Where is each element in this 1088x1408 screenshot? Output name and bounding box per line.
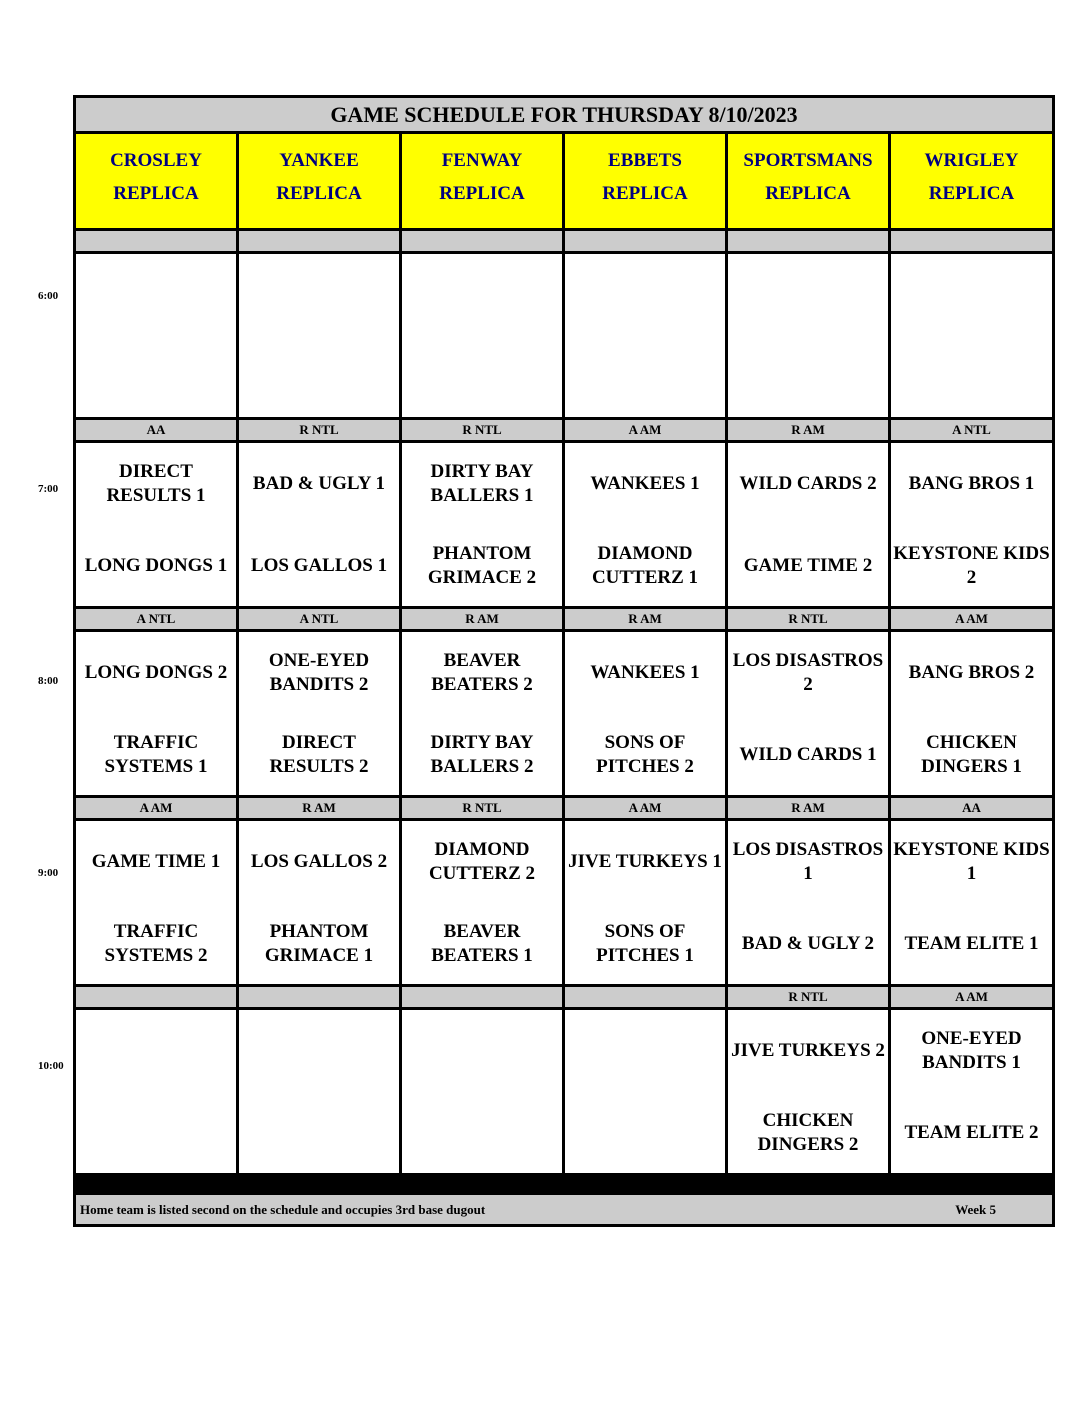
game-cell bbox=[891, 821, 1052, 984]
field-header-row bbox=[76, 134, 1052, 228]
field-header bbox=[565, 134, 728, 228]
game-cell bbox=[728, 443, 891, 606]
division-label: R AM bbox=[402, 609, 565, 629]
away-team: BEAVER BEATERS 2 bbox=[431, 650, 533, 695]
division-label bbox=[76, 987, 239, 1007]
game-cell bbox=[565, 632, 728, 795]
away-team: LOS DISASTROS 1 bbox=[732, 839, 884, 884]
game-cell bbox=[402, 821, 565, 984]
field-name: FENWAY bbox=[441, 149, 523, 171]
game-cell bbox=[891, 254, 1052, 417]
division-label: AA bbox=[891, 798, 1052, 818]
game-cell bbox=[76, 821, 239, 984]
game-cell bbox=[891, 443, 1052, 606]
game-cell bbox=[402, 632, 565, 795]
field-header bbox=[402, 134, 565, 228]
division-label bbox=[565, 987, 728, 1007]
field-name: EBBETS bbox=[608, 149, 682, 171]
home-team: SONS OF PITCHES 2 bbox=[596, 732, 694, 777]
home-team: DIAMOND CUTTERZ 1 bbox=[591, 543, 699, 588]
home-team: TEAM ELITE 2 bbox=[904, 1122, 1039, 1143]
week-label: Week 5 bbox=[955, 1201, 996, 1217]
home-team: TRAFFIC SYSTEMS 1 bbox=[104, 732, 208, 777]
away-team: BANG BROS 1 bbox=[908, 473, 1035, 494]
home-team: BEAVER BEATERS 1 bbox=[431, 921, 533, 966]
game-cell bbox=[76, 254, 239, 417]
field-sub: REPLICA bbox=[276, 182, 362, 204]
division-label bbox=[239, 987, 402, 1007]
away-team: KEYSTONE KIDS 1 bbox=[893, 839, 1050, 884]
division-label: A AM bbox=[565, 798, 728, 818]
division-label bbox=[728, 231, 891, 251]
game-cell bbox=[239, 821, 402, 984]
division-label: A NTL bbox=[239, 609, 402, 629]
away-team: LONG DONGS 2 bbox=[84, 662, 228, 683]
field-sub: REPLICA bbox=[928, 182, 1015, 204]
home-team: DIRECT RESULTS 2 bbox=[269, 732, 369, 777]
game-cell bbox=[728, 821, 891, 984]
schedule-footer bbox=[76, 1195, 1052, 1224]
home-team: DIRTY BAY BALLERS 2 bbox=[430, 732, 534, 777]
division-label: R AM bbox=[728, 420, 891, 440]
away-team: WILD CARDS 2 bbox=[739, 473, 877, 494]
division-label bbox=[565, 231, 728, 251]
home-team: PHANTOM GRIMACE 2 bbox=[427, 543, 537, 588]
home-team: LOS GALLOS 1 bbox=[250, 555, 388, 576]
time-label-6pm: 6:00 bbox=[38, 290, 59, 302]
field-name: WRIGLEY bbox=[924, 149, 1019, 171]
away-team: ONE-EYED BANDITS 1 bbox=[921, 1028, 1022, 1073]
game-slot-row bbox=[76, 821, 1052, 984]
field-sub: REPLICA bbox=[113, 182, 199, 204]
game-cell bbox=[728, 632, 891, 795]
division-label: R AM bbox=[565, 609, 728, 629]
game-cell bbox=[239, 254, 402, 417]
away-team: JIVE TURKEYS 1 bbox=[568, 851, 722, 872]
division-label: AA bbox=[76, 420, 239, 440]
field-header bbox=[239, 134, 402, 228]
division-label: A AM bbox=[565, 420, 728, 440]
home-team: LONG DONGS 1 bbox=[84, 555, 228, 576]
away-team: DIAMOND CUTTERZ 2 bbox=[428, 839, 536, 884]
field-name: SPORTSMANS bbox=[743, 149, 873, 171]
home-team: WILD CARDS 1 bbox=[739, 744, 877, 765]
field-name: CROSLEY bbox=[110, 149, 202, 171]
game-cell bbox=[402, 254, 565, 417]
game-cell bbox=[565, 254, 728, 417]
division-label: R NTL bbox=[239, 420, 402, 440]
away-team: BANG BROS 2 bbox=[908, 662, 1035, 683]
game-cell bbox=[76, 443, 239, 606]
away-team: LOS GALLOS 2 bbox=[250, 851, 388, 872]
game-cell bbox=[565, 1010, 728, 1173]
division-label: R NTL bbox=[402, 798, 565, 818]
division-label: A NTL bbox=[891, 420, 1052, 440]
division-row bbox=[76, 231, 1052, 251]
game-cell bbox=[891, 632, 1052, 795]
division-row bbox=[76, 609, 1052, 629]
division-label: R AM bbox=[728, 798, 891, 818]
game-cell bbox=[239, 632, 402, 795]
field-header bbox=[891, 134, 1052, 228]
schedule-table bbox=[73, 95, 1055, 1227]
game-cell bbox=[728, 1010, 891, 1173]
home-team: PHANTOM GRIMACE 1 bbox=[264, 921, 374, 966]
field-sub: REPLICA bbox=[439, 182, 525, 204]
field-header bbox=[728, 134, 891, 228]
game-cell bbox=[565, 443, 728, 606]
game-cell bbox=[239, 443, 402, 606]
away-team: ONE-EYED BANDITS 2 bbox=[268, 650, 370, 695]
division-label bbox=[76, 231, 239, 251]
home-team: TEAM ELITE 1 bbox=[904, 933, 1039, 954]
field-header bbox=[76, 134, 239, 228]
division-label: A AM bbox=[891, 609, 1052, 629]
away-team: WANKEES 1 bbox=[590, 473, 700, 494]
away-team: LOS DISASTROS 2 bbox=[732, 650, 884, 695]
game-cell bbox=[565, 821, 728, 984]
away-team: JIVE TURKEYS 2 bbox=[731, 1040, 885, 1061]
time-label-8pm: 8:00 bbox=[38, 675, 59, 687]
game-cell bbox=[239, 1010, 402, 1173]
game-slot-row bbox=[76, 254, 1052, 417]
schedule-title: GAME SCHEDULE FOR THURSDAY 8/10/2023 bbox=[76, 98, 1052, 131]
game-cell bbox=[76, 1010, 239, 1173]
home-team-note: Home team is listed second on the schedule and occupies 3rd base dugout bbox=[80, 1201, 486, 1217]
away-team: DIRECT RESULTS 1 bbox=[106, 461, 206, 506]
game-slot-row bbox=[76, 1010, 1052, 1173]
home-team: BAD & UGLY 2 bbox=[741, 933, 875, 954]
division-label: R NTL bbox=[728, 987, 891, 1007]
division-label: A AM bbox=[76, 798, 239, 818]
division-label: A NTL bbox=[76, 609, 239, 629]
game-cell bbox=[891, 1010, 1052, 1173]
game-cell bbox=[728, 254, 891, 417]
away-team: WANKEES 1 bbox=[590, 662, 700, 683]
field-sub: REPLICA bbox=[602, 182, 688, 204]
game-cell bbox=[402, 443, 565, 606]
division-label: R AM bbox=[239, 798, 402, 818]
division-label: R NTL bbox=[728, 609, 891, 629]
game-cell bbox=[402, 1010, 565, 1173]
game-cell bbox=[76, 632, 239, 795]
home-team: GAME TIME 2 bbox=[743, 555, 873, 576]
away-team: BAD & UGLY 1 bbox=[252, 473, 386, 494]
game-slot-row bbox=[76, 632, 1052, 795]
division-label bbox=[891, 231, 1052, 251]
away-team: GAME TIME 1 bbox=[91, 851, 221, 872]
time-label-10pm: 10:00 bbox=[38, 1060, 64, 1072]
home-team: SONS OF PITCHES 1 bbox=[596, 921, 694, 966]
division-row bbox=[76, 798, 1052, 818]
time-label-7pm: 7:00 bbox=[38, 483, 59, 495]
field-name: YANKEE bbox=[279, 149, 359, 171]
division-label: R NTL bbox=[402, 420, 565, 440]
division-label bbox=[402, 231, 565, 251]
home-team: TRAFFIC SYSTEMS 2 bbox=[104, 921, 208, 966]
time-label-9pm: 9:00 bbox=[38, 867, 59, 879]
division-label bbox=[402, 987, 565, 1007]
home-team: KEYSTONE KIDS 2 bbox=[893, 543, 1050, 588]
division-row bbox=[76, 420, 1052, 440]
division-label: A AM bbox=[891, 987, 1052, 1007]
home-team: CHICKEN DINGERS 1 bbox=[921, 732, 1022, 777]
game-slot-row bbox=[76, 443, 1052, 606]
division-label bbox=[239, 231, 402, 251]
division-row bbox=[76, 987, 1052, 1007]
away-team: DIRTY BAY BALLERS 1 bbox=[430, 461, 534, 506]
home-team: CHICKEN DINGERS 2 bbox=[757, 1110, 859, 1155]
field-sub: REPLICA bbox=[765, 182, 851, 204]
